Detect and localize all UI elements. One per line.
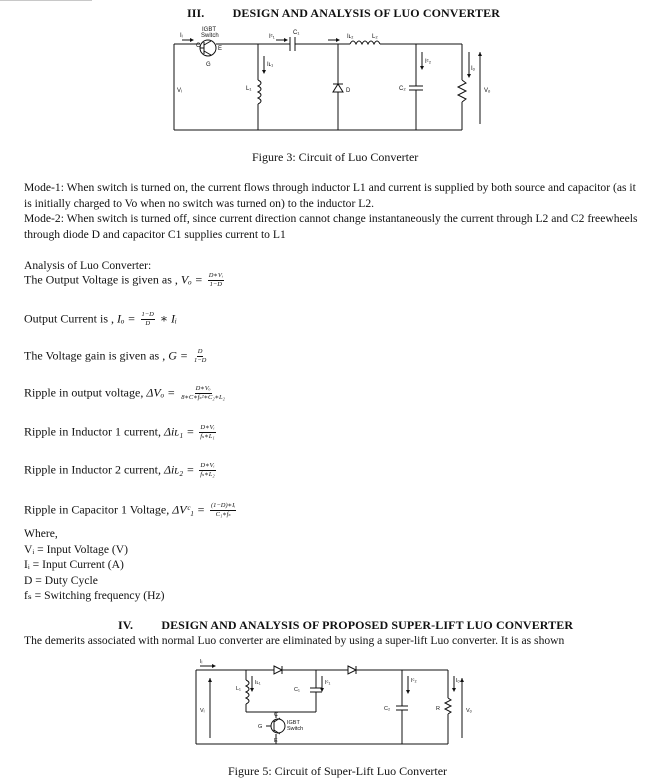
eq7-fraction <box>210 502 236 519</box>
eq4-fraction <box>180 385 226 402</box>
fig3-label-io: Iₒ <box>471 66 475 72</box>
equation-output-voltage-ripple <box>24 385 228 402</box>
luo-converter-circuit <box>160 26 500 138</box>
section-3-heading <box>187 6 500 21</box>
equation-capacitor-1-ripple <box>24 502 238 519</box>
eq1-lhs: Vₒ = <box>180 272 203 287</box>
top-rule <box>0 0 92 1</box>
section-3-title: DESIGN AND ANALYSIS OF LUO CONVERTER <box>232 6 500 20</box>
fig5-label-c1: C₁ <box>294 687 300 693</box>
eq7-denominator: C₁∗fₛ <box>215 511 231 518</box>
fig3-label-vi: Vᵢ <box>177 88 182 94</box>
mode-1-text: Mode-1: When switch is turned on, the current flows through inductor L1 and current is supplied by both source and capacitor (as it is initially charged to Vo when no switch was turned on) to the inductor L2. <box>24 181 636 210</box>
eq2-tail: ∗ Iᵢ <box>159 311 177 326</box>
eq6-numerator: D∗Vᵢ <box>200 462 215 469</box>
fig5-label-vo: Vₒ <box>466 708 472 714</box>
fig5-label-e: E <box>274 738 278 744</box>
figure-5-caption: Figure 5: Circuit of Super-Lift Luo Converter <box>228 764 448 778</box>
section-4-number: IV. <box>118 618 134 632</box>
eq3-fraction <box>193 348 207 365</box>
section-4-title: DESIGN AND ANALYSIS OF PROPOSED SUPER-LIFT LUO CONVERTER <box>161 618 574 632</box>
fig5-label-ic2: Iᶜ₂ <box>411 678 417 684</box>
eq7-lhs: ΔVᶜ₁ = <box>172 502 205 517</box>
fig3-label-il2: Iʟ₂ <box>347 34 354 40</box>
eq5-lhs: Δiʟ₁ = <box>163 424 195 439</box>
section-3-number: III. <box>187 6 205 20</box>
fig5-label-il1: Iʟ₁ <box>255 680 261 686</box>
fig3-label-l1: L₁ <box>246 86 252 92</box>
eq4-lhs: ΔVₒ = <box>146 385 176 400</box>
where-item: D = Duty Cycle <box>24 573 98 587</box>
analysis-heading: Analysis of Luo Converter: <box>24 259 152 272</box>
eq3-numerator: D <box>197 348 203 355</box>
fig3-label-ic1: Iᶜ₁ <box>269 34 275 40</box>
fig5-label-io: Iₒ <box>456 678 460 684</box>
eq7-text: Ripple in Capacitor 1 Voltage, <box>24 502 170 517</box>
eq2-text: Output Current is , <box>24 311 114 326</box>
eq5-text: Ripple in Inductor 1 current, <box>24 424 161 439</box>
eq4-text: Ripple in output voltage, <box>24 385 144 400</box>
fig5-label-c2: C₂ <box>384 706 391 712</box>
fig5-label-g: G <box>258 724 263 730</box>
where-heading: Where, <box>24 527 58 540</box>
fig5-label-ii: Iᵢ <box>200 659 203 665</box>
eq6-text: Ripple in Inductor 2 current, <box>24 462 161 477</box>
eq3-denominator: 1−D <box>193 357 207 364</box>
fig3-label-e: E <box>218 46 223 52</box>
equation-voltage-gain <box>24 348 209 365</box>
fig5-label-vi: Vᵢ <box>200 708 205 714</box>
section-4-heading <box>118 618 573 633</box>
fig5-label-r: R <box>436 706 440 712</box>
fig5-label-l1: L₁ <box>236 686 241 692</box>
fig3-label-c1: C₁ <box>293 30 300 36</box>
eq1-fraction <box>208 272 224 289</box>
fig3-label-switch: Switch <box>201 33 219 39</box>
fig3-label-ii: Iᵢ <box>180 33 183 39</box>
fig3-label-c2: C₂ <box>399 86 406 92</box>
equation-inductor-2-ripple <box>24 462 218 479</box>
eq2-lhs: Iₒ = <box>117 311 136 326</box>
mode-2-text: Mode-2: When switch is turned off, since current direction cannot change instantaneously the current through L2 and C2 freewheels through diode D and capacitor C1 supplies current to L1 <box>24 212 638 241</box>
eq6-denominator: fₛ∗L₂ <box>200 471 215 478</box>
eq5-fraction <box>199 424 215 441</box>
super-lift-luo-converter-circuit <box>186 654 486 754</box>
eq4-numerator: D∗Vₒ <box>195 385 211 392</box>
eq6-lhs: Δiʟ₂ = <box>163 462 195 477</box>
equation-output-voltage <box>24 272 226 289</box>
equation-inductor-1-ripple <box>24 424 218 441</box>
eq2-numerator: 1−D <box>141 311 154 318</box>
eq1-text: The Output Voltage is given as , <box>24 272 178 287</box>
equation-output-current <box>24 311 177 328</box>
fig3-label-il1: Iʟ₁ <box>267 62 274 68</box>
fig3-label-g: G <box>206 62 211 68</box>
eq5-denominator: fₛ∗L₁ <box>200 433 215 440</box>
eq4-denominator: 8∗C∗fₛ²∗C₂∗L₂ <box>181 394 225 401</box>
eq1-numerator: D∗Vᵢ <box>208 272 223 279</box>
eq6-fraction <box>199 462 215 479</box>
fig5-label-switch: Switch <box>287 726 304 732</box>
fig5-label-ic1: Iᶜ₁ <box>325 680 331 686</box>
fig3-label-ic2: Iᶜ₂ <box>425 59 432 65</box>
eq2-denominator: D <box>145 320 151 327</box>
eq5-numerator: D∗Vᵢ <box>200 424 215 431</box>
fig3-label-c: C <box>196 43 201 49</box>
section-4-intro: The demerits associated with normal Luo converter are eliminated by using a super-lift Luo converter. It is as shown <box>24 634 565 647</box>
where-list <box>24 526 165 604</box>
eq1-denominator: 1−D <box>209 281 222 288</box>
fig3-label-d: D <box>346 88 351 94</box>
where-item: Vᵢ = Input Voltage (V) <box>24 542 128 556</box>
eq7-numerator: (1−D)∗Iᵢ <box>211 502 236 509</box>
eq2-fraction <box>141 311 155 328</box>
fig3-label-l2: L₂ <box>372 34 378 40</box>
where-item: Iᵢ = Input Current (A) <box>24 558 124 571</box>
figure-3-caption: Figure 3: Circuit of Luo Converter <box>252 150 419 164</box>
fig3-label-igbt: IGBT <box>202 27 217 33</box>
where-item: fₛ = Switching frequency (Hz) <box>24 589 165 602</box>
eq3-lhs: G = <box>168 348 188 363</box>
fig5-label-c: C <box>274 712 278 718</box>
eq3-text: The Voltage gain is given as , <box>24 348 166 363</box>
fig3-label-vo: Vₒ <box>484 88 491 94</box>
fig5-label-igbt: IGBT <box>287 720 300 726</box>
